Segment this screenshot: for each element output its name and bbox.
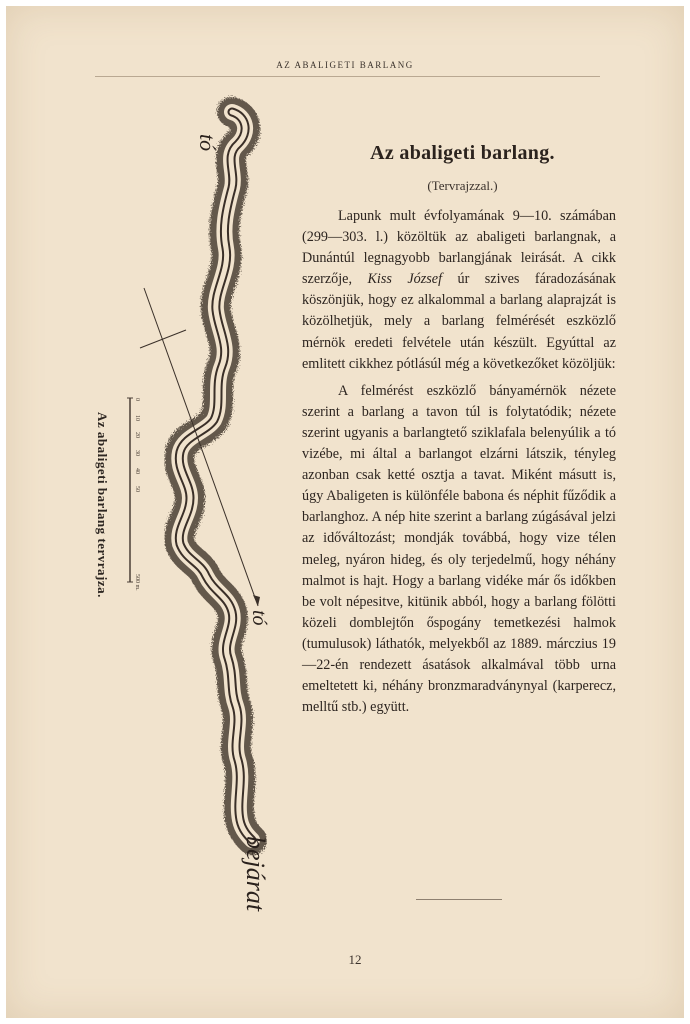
lake-label-lower: tó bbox=[248, 610, 270, 626]
article-title: Az abaligeti barlang. bbox=[370, 142, 555, 164]
lake-label: tó bbox=[195, 134, 220, 152]
cave-plan bbox=[0, 0, 300, 1024]
scale-label-50: 50 bbox=[134, 486, 140, 492]
scale-label-40: 40 bbox=[134, 468, 140, 474]
scale-label-0: 0 bbox=[134, 398, 140, 401]
author-name: Kiss József bbox=[367, 271, 443, 288]
entrance-label: bejárat bbox=[241, 836, 270, 912]
cave-passage bbox=[179, 112, 252, 840]
scale-label-30: 30 bbox=[134, 450, 140, 456]
scale-label-10: 10 bbox=[134, 415, 140, 421]
plan-caption: Az abaligeti barlang tervrajza. bbox=[95, 412, 110, 598]
paragraph-1-end: úr szives fáradozásának köszönjük, hogy ez alkalommal a barlang alaprajzát is közölhetjük, mely a barlang felmérését eszközlő mérnök eredeti felvétele után készült. Egyúttal az emlitett cikkhez pótlásúl még a következőket közöljük: bbox=[302, 271, 616, 372]
paragraph-2: A felmérést eszközlő bányamérnök nézete szerint a barlang a tavon túl is folytatódik; nézete szerint ugyanis a barlangtető sziklafala belenyúlik a tó vizébe, mi által a barlangot elzárni látszik, tényleg azonban csak ketté osztja a tavat. Miként másutt is, úgy Abaligeten is különféle babona és néphit fűződik a barlanghoz. A nép hite szerint a barlang zúgásával jelzi az időváltozást; mondják továbbá, hogy vize télen meleg, nyáron hideg, és oly terjedelmű, hogy néhány malmot is hajt. Hogy a barlang vidéke már ős időkben be volt népesitve, kitünik abból, hogy a barlang fölötti közeli domblejtőn őspogány temetkezési halmok (tumulusok) láthatók, melyekből az 1889. márczius 19—22-én rendezett ásatások alkalmával több urna emeltetett ki, néhány bronzmaradványnyal (karperecz, melltű stb.) együtt. bbox=[302, 382, 616, 716]
page-number: 12 bbox=[348, 952, 362, 967]
scale-label-20: 20 bbox=[134, 432, 140, 438]
paragraph-1 bbox=[302, 206, 616, 375]
closing-rule bbox=[416, 899, 502, 900]
paragraph-1-start: Lapunk mult évfolyamának 9—10. számában (299—303. l.) közöltük az abaligeti barlangnak, a Dunántúl legnagyobb barlangjának leirását. A cikk szerzője, bbox=[302, 208, 616, 288]
scale-bar bbox=[127, 398, 133, 582]
scale-label-500: 500 m. bbox=[134, 574, 140, 591]
article-subtitle: (Tervrajzzal.) bbox=[427, 178, 498, 193]
article-body bbox=[302, 206, 616, 718]
running-head: AZ ABALIGETI BARLANG bbox=[276, 60, 414, 70]
